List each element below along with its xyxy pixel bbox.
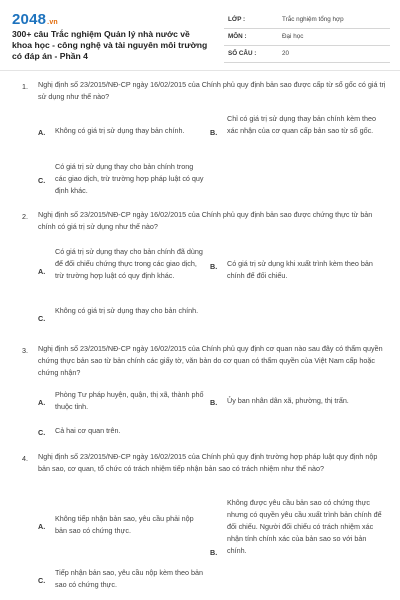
question-text: Nghị định số 23/2015/NĐ-CP ngày 16/02/2015 của Chính phủ quy định cơ quan nào sau đây có thẩm quyền chứng thực bản sao từ bản chính các giấy tờ, văn bản do cơ quan có thẩm quyền của Việt Nam cấp hoặc chứng nhận? — [38, 344, 383, 377]
question-text: Nghị định số 23/2015/NĐ-CP ngày 16/02/2015 của Chính phủ quy định bản sao được cấp từ sổ gốc có giá trị sử dụng như thế nào? — [38, 80, 386, 101]
option-c-letter[interactable]: C. — [38, 428, 46, 437]
option-c-letter[interactable]: C. — [38, 314, 46, 323]
option-a-letter[interactable]: A. — [38, 267, 46, 276]
option-a-text[interactable]: Không có giá trị sử dụng thay bản chính. — [55, 126, 185, 135]
question-number: 4. — [22, 454, 28, 463]
subject-label: MÔN : — [228, 33, 247, 40]
logo-suffix: .vn — [47, 19, 58, 26]
question-text: Nghị định số 23/2015/NĐ-CP ngày 16/02/2015 của Chính phủ quy định bản sao được chứng thực từ bản chính có giá trị sử dụng như thế nào? — [38, 210, 373, 231]
option-a-letter[interactable]: A. — [38, 128, 46, 137]
option-b-text[interactable]: Ủy ban nhân dân xã, phường, thị trấn. — [227, 396, 349, 405]
option-b-letter[interactable]: B. — [210, 398, 218, 407]
option-c-text[interactable]: Tiếp nhận bản sao, yêu cầu nộp kèm theo bản sao có chứng thực. — [55, 568, 203, 589]
option-a-text[interactable]: Có giá trị sử dụng thay cho bản chính đã dùng để đối chiếu chứng thực trong các giao dịch, trừ trường hợp luật có quy định khác. — [55, 247, 203, 280]
document-meta-table — [224, 12, 390, 63]
option-c-text[interactable]: Cả hai cơ quan trên. — [55, 426, 121, 435]
question-count-value: 20 — [282, 50, 290, 57]
option-b-text[interactable]: Chỉ có giá trị sử dụng thay bản chính kèm theo xác nhận của cơ quan cấp bản sao từ sổ gốc. — [227, 114, 377, 135]
document-title: 300+ câu Trắc nghiệm Quản lý nhà nước về khoa học - công nghệ và tài nguyên môi trường có đáp án - Phần 4 — [12, 29, 208, 61]
class-value: Trắc nghiệm tổng hợp — [282, 16, 344, 23]
question-number: 1. — [22, 82, 28, 91]
option-b-text[interactable]: Không được yêu cầu bản sao có chứng thực nhưng có quyền yêu cầu xuất trình bản chính để đối chiếu. Người đối chiếu có trách nhiệm xác nhận tính chính xác của bản sao so với bản chính. — [227, 498, 382, 555]
header-divider — [0, 70, 400, 71]
question-text: Nghị định số 23/2015/NĐ-CP ngày 16/02/2015 của Chính phủ quy định trường hợp pháp luật quy định nộp bản sao, cơ quan, tổ chức có trách nhiệm tiếp nhận bản sao có trách nhiệm như thế nào? — [38, 452, 378, 473]
page-header — [0, 0, 400, 70]
class-label: LỚP : — [228, 16, 246, 23]
question-count-label: SỐ CÂU : — [228, 50, 257, 57]
option-c-text[interactable]: Không có giá trị sử dụng thay cho bản chính. — [55, 306, 199, 315]
option-b-letter[interactable]: B. — [210, 548, 218, 557]
option-c-text[interactable]: Có giá trị sử dụng thay cho bản chính trong các giao dịch, trừ trường hợp pháp luật có quy định khác. — [55, 162, 204, 195]
meta-row-question-count — [224, 46, 390, 63]
option-a-letter[interactable]: A. — [38, 522, 46, 531]
meta-row-subject — [224, 29, 390, 46]
meta-row-class — [224, 12, 390, 29]
question-number: 3. — [22, 346, 28, 355]
site-logo[interactable] — [12, 11, 58, 28]
option-a-text[interactable]: Không tiếp nhận bản sao, yêu cầu phải nộp bản sao có chứng thực. — [55, 514, 194, 535]
option-b-letter[interactable]: B. — [210, 128, 218, 137]
option-b-letter[interactable]: B. — [210, 262, 218, 271]
question-number: 2. — [22, 212, 28, 221]
option-c-letter[interactable]: C. — [38, 576, 46, 585]
option-a-letter[interactable]: A. — [38, 398, 46, 407]
option-a-text[interactable]: Phòng Tư pháp huyện, quận, thị xã, thành phố thuộc tỉnh. — [55, 390, 204, 411]
logo-text: 2048 — [12, 11, 47, 28]
subject-value: Đại học — [282, 33, 304, 40]
option-b-text[interactable]: Có giá trị sử dụng khi xuất trình kèm theo bản chính để đối chiếu. — [227, 259, 373, 280]
option-c-letter[interactable]: C. — [38, 176, 46, 185]
